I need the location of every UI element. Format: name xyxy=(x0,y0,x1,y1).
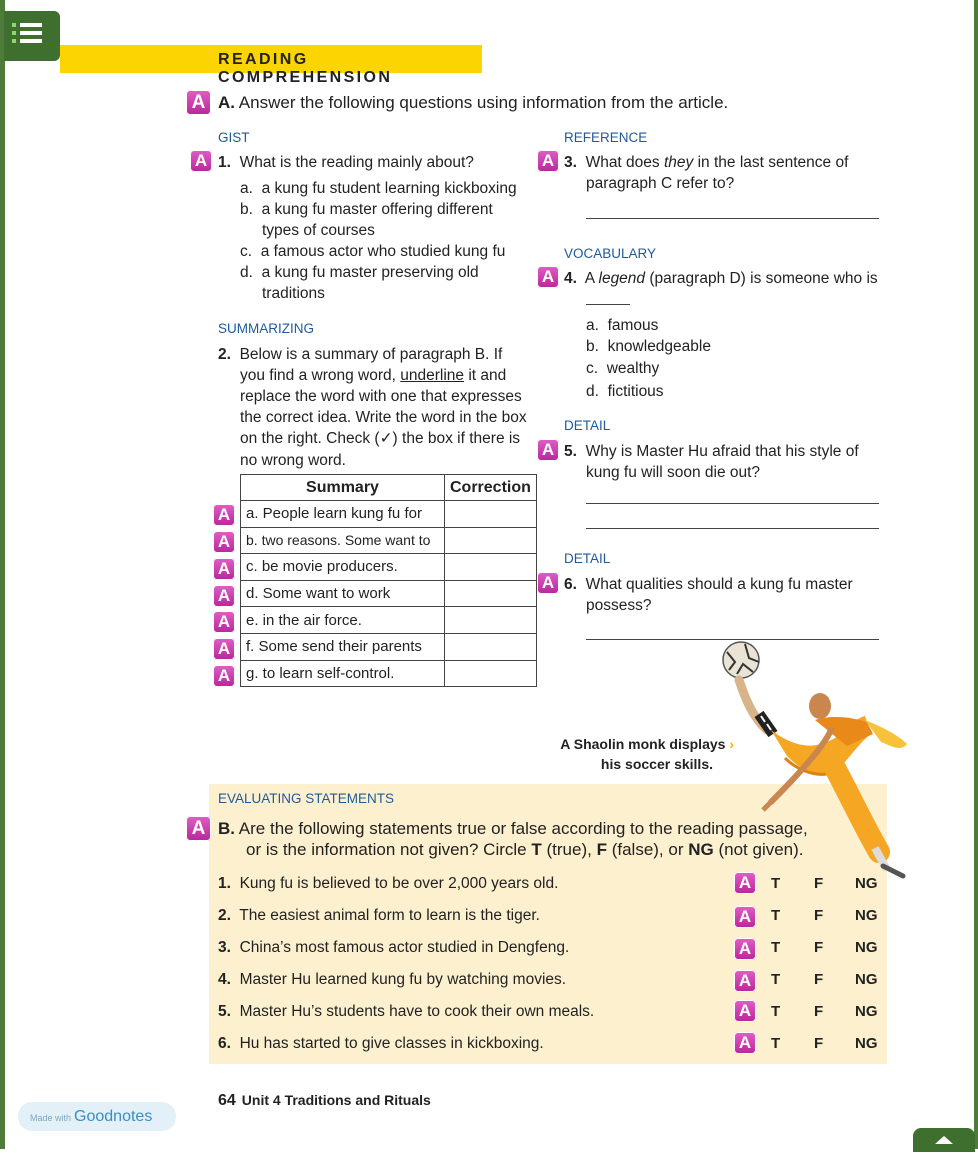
part-a-instruction: A. Answer the following questions using information from the article. xyxy=(218,93,729,112)
choice-true[interactable]: T xyxy=(771,1003,781,1020)
table-row xyxy=(241,607,537,634)
summary-cell: e. in the air force. xyxy=(241,607,445,634)
choice-not-given[interactable]: NG xyxy=(855,1003,878,1020)
choice-true[interactable]: T xyxy=(771,939,781,956)
answer-line[interactable] xyxy=(586,218,879,219)
correction-box[interactable] xyxy=(445,554,537,581)
photo-caption: A Shaolin monk displays › xyxy=(560,736,734,752)
annotation-a-icon[interactable]: A xyxy=(734,1000,756,1022)
annotation-a-icon[interactable]: A xyxy=(537,572,559,594)
goodnotes-badge: Made with Goodnotes xyxy=(18,1102,176,1131)
question-2-text: you find a wrong word, underline it and xyxy=(240,367,507,384)
statement-row: 2. The easiest animal form to learn is the tiger. A T F NG xyxy=(218,907,878,926)
summary-cell: b. two reasons. Some want to xyxy=(241,527,445,554)
q1-option: b. a kung fu master offering different xyxy=(240,201,493,218)
summarizing-label: SUMMARIZING xyxy=(218,321,314,336)
summary-table xyxy=(240,474,537,687)
correction-box[interactable] xyxy=(445,660,537,687)
page-footer xyxy=(218,1092,431,1110)
page-frame-left xyxy=(0,0,5,1149)
statement-row: 4. Master Hu learned kung fu by watching movies. A T F NG xyxy=(218,971,878,990)
summary-header: Summary xyxy=(241,475,445,501)
q4-option: d. fictitious xyxy=(586,383,664,400)
correction-box[interactable] xyxy=(445,633,537,660)
annotation-a-icon[interactable]: A xyxy=(734,970,756,992)
question-5: 5. Why is Master Hu afraid that his style of xyxy=(564,443,859,460)
q1-option: c. a famous actor who studied kung fu xyxy=(240,243,506,260)
q4-option: c. wealthy xyxy=(586,360,660,377)
answer-blank[interactable] xyxy=(586,304,630,305)
choice-false[interactable]: F xyxy=(814,939,824,956)
section-banner xyxy=(60,45,482,86)
annotation-a-icon[interactable]: A xyxy=(537,439,559,461)
vocabulary-label: VOCABULARY xyxy=(564,246,657,261)
summary-cell: g. to learn self-control. xyxy=(241,660,445,687)
correction-box[interactable] xyxy=(445,501,537,528)
q1-option: d. a kung fu master preserving old xyxy=(240,264,479,281)
part-b-instruction: B. Are the following statements true or false according to the reading passage, xyxy=(218,819,808,838)
annotation-a-icon[interactable]: A xyxy=(190,150,212,172)
question-2: 2. Below is a summary of paragraph B. If xyxy=(218,346,503,363)
choice-not-given[interactable]: NG xyxy=(855,939,878,956)
q4-option: b. knowledgeable xyxy=(586,338,711,355)
choice-false[interactable]: F xyxy=(814,1035,824,1052)
table-row xyxy=(241,580,537,607)
annotation-a-icon[interactable]: A xyxy=(186,90,211,115)
q4-option: a. famous xyxy=(586,317,659,334)
summary-cell: c. be movie producers. xyxy=(241,554,445,581)
choice-false[interactable]: F xyxy=(814,1003,824,1020)
statement-row: 1. Kung fu is believed to be over 2,000 years old. A T F NG xyxy=(218,873,878,892)
annotation-a-icon[interactable]: A xyxy=(213,558,235,580)
outline-menu-button[interactable] xyxy=(4,11,60,61)
unit-title: Unit 4 Traditions and Rituals xyxy=(241,1092,431,1108)
reference-label: REFERENCE xyxy=(564,130,648,145)
part-b-instruction-2: or is the information not given? Circle T (true), F (false), or NG (not given). xyxy=(246,840,804,859)
annotation-a-icon[interactable]: A xyxy=(734,872,756,894)
choice-true[interactable]: T xyxy=(771,875,781,892)
annotation-a-icon[interactable]: A xyxy=(734,906,756,928)
choice-false[interactable]: F xyxy=(814,907,824,924)
choice-true[interactable]: T xyxy=(771,1035,781,1052)
annotation-a-icon[interactable]: A xyxy=(734,938,756,960)
choice-not-given[interactable]: NG xyxy=(855,907,878,924)
summary-cell: f. Some send their parents xyxy=(241,633,445,660)
choice-false[interactable]: F xyxy=(814,875,824,892)
question-2-text: replace the word with one that expresses xyxy=(240,388,522,405)
annotation-a-icon[interactable]: A xyxy=(213,638,235,660)
q1-option-cont: types of courses xyxy=(262,222,375,239)
table-row xyxy=(241,633,537,660)
question-2-text: the correct idea. Write the word in the box xyxy=(240,409,527,426)
q1-option-cont: traditions xyxy=(262,285,325,302)
answer-line[interactable] xyxy=(586,503,879,504)
annotation-a-icon[interactable]: A xyxy=(213,531,235,553)
choice-false[interactable]: F xyxy=(814,971,824,988)
question-4: 4. A legend (paragraph D) is someone who is xyxy=(564,270,878,287)
annotation-a-icon[interactable]: A xyxy=(537,150,559,172)
question-6-text: possess? xyxy=(586,597,652,614)
question-2-text: no wrong word. xyxy=(240,452,346,469)
summary-cell: d. Some want to work xyxy=(241,580,445,607)
table-row xyxy=(241,501,537,528)
gist-label: GIST xyxy=(218,130,250,145)
choice-not-given[interactable]: NG xyxy=(855,875,878,892)
summary-cell: a. People learn kung fu for xyxy=(241,501,445,528)
annotation-a-icon[interactable]: A xyxy=(734,1032,756,1054)
correction-box[interactable] xyxy=(445,580,537,607)
question-5-text: kung fu will soon die out? xyxy=(586,464,761,481)
evaluating-statements-label: EVALUATING STATEMENTS xyxy=(218,791,395,806)
correction-box[interactable] xyxy=(445,527,537,554)
correction-box[interactable] xyxy=(445,607,537,634)
list-menu-icon xyxy=(12,23,46,49)
annotation-a-icon[interactable]: A xyxy=(213,665,235,687)
photo-caption: his soccer skills. xyxy=(600,756,713,772)
question-2-text: on the right. Check (✓) the box if there is xyxy=(240,430,521,447)
question-1: 1. What is the reading mainly about? xyxy=(218,154,474,171)
choice-true[interactable]: T xyxy=(771,971,781,988)
statement-row: 5. Master Hu’s students have to cook their own meals. A T F NG xyxy=(218,1001,878,1020)
question-6: 6. What qualities should a kung fu master xyxy=(564,576,853,593)
q1-option: a. a kung fu student learning kickboxing xyxy=(240,180,517,197)
question-3-text: paragraph C refer to? xyxy=(586,175,735,192)
table-row xyxy=(241,527,537,554)
detail-label: DETAIL xyxy=(564,551,611,566)
annotation-a-icon[interactable]: A xyxy=(186,816,211,841)
annotation-a-icon[interactable]: A xyxy=(213,504,235,526)
chevron-up-icon xyxy=(913,1128,975,1148)
choice-not-given[interactable]: NG xyxy=(855,971,878,988)
annotation-a-icon[interactable]: A xyxy=(213,611,235,633)
choice-not-given[interactable]: NG xyxy=(855,1035,878,1052)
correction-header: Correction xyxy=(445,475,537,501)
table-row xyxy=(241,554,537,581)
table-row xyxy=(241,660,537,687)
scroll-up-button[interactable] xyxy=(913,1128,975,1152)
statement-row: 6. Hu has started to give classes in kickboxing. A T F NG xyxy=(218,1033,878,1052)
annotation-a-icon[interactable]: A xyxy=(213,585,235,607)
answer-line[interactable] xyxy=(586,528,879,529)
choice-true[interactable]: T xyxy=(771,907,781,924)
banner-title: READING COMPREHENSION xyxy=(218,51,393,86)
annotation-a-icon[interactable]: A xyxy=(537,266,559,288)
statement-row: 3. China’s most famous actor studied in Dengfeng. A T F NG xyxy=(218,939,878,958)
detail-label: DETAIL xyxy=(564,418,611,433)
question-3: 3. What does they in the last sentence of xyxy=(564,154,849,171)
page-number: 64 xyxy=(218,1092,236,1109)
page-frame-right xyxy=(974,0,978,1149)
